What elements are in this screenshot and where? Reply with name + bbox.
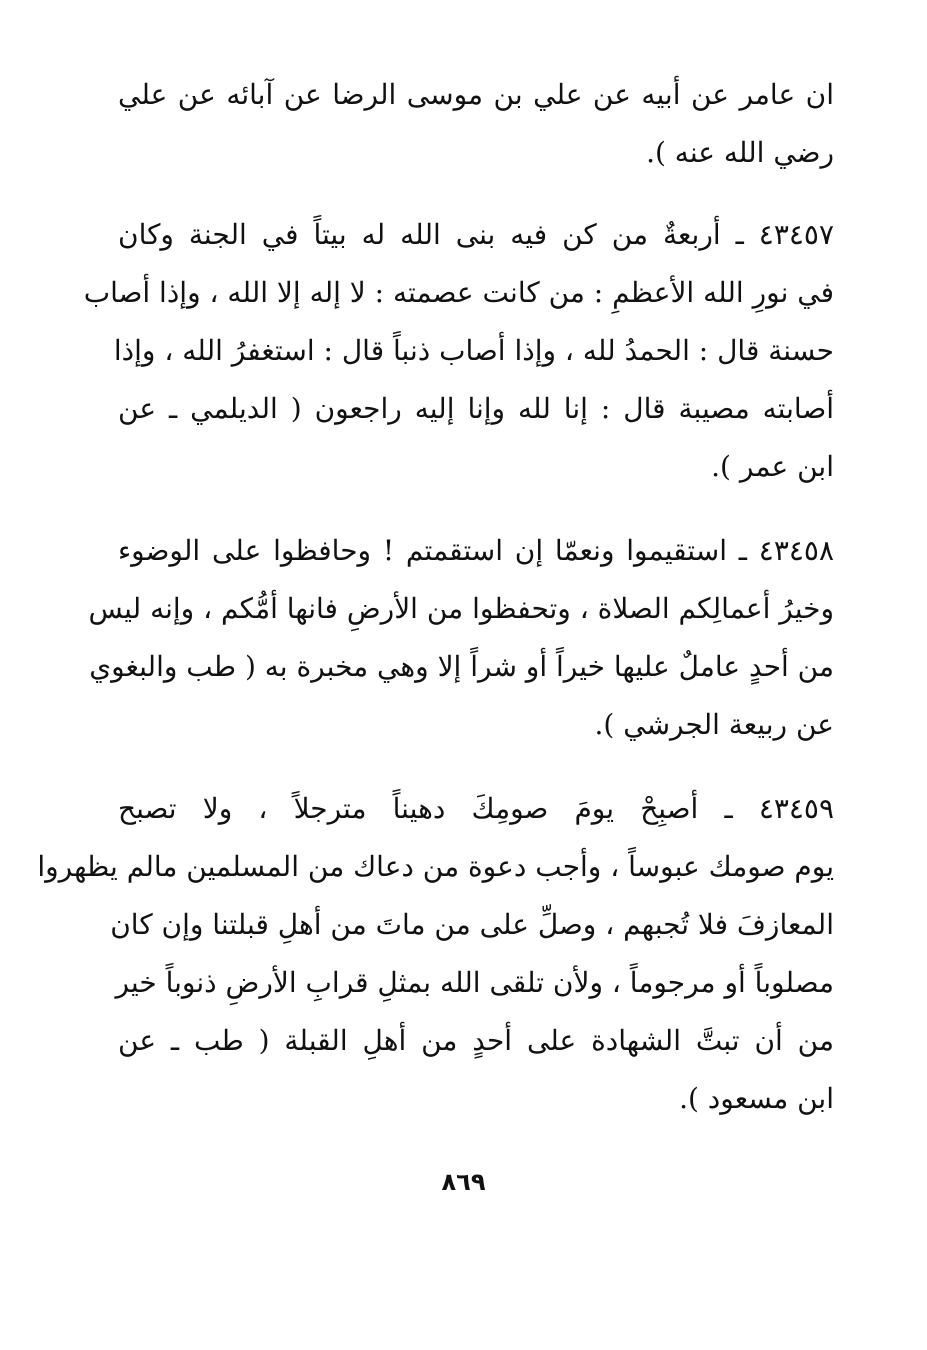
hadith-43459 [37, 780, 835, 1128]
text-line: عن ربيعة الجرشي ). [594, 708, 834, 741]
text-line: ابن عمر ). [711, 450, 834, 483]
page-number: ٨٦٩ [441, 1168, 486, 1196]
text-line: ٤٣٤٥٧ ـ أربعةٌ من كن فيه بنى الله له بيتاً في الجنة وكان [118, 218, 834, 251]
text-line: يوم صومك عبوساً ، وأجب دعوة من دعاك من المسلمين مالم يظهروا [37, 850, 834, 883]
text-line: أصابته مصيبة قال : إنا لله وإنا إليه راجعون ( الديلمي ـ عن [118, 392, 834, 425]
text-line: ٤٣٤٥٨ ـ استقيموا ونعمّا إن استقمتم ! وحافظوا على الوضوء [118, 534, 834, 567]
text-line: وخيرُ أعمالِكم الصلاة ، وتحفظوا من الأرضِ فانها أمُّكم ، وإنه ليس [88, 592, 834, 625]
text-line: ٤٣٤٥٩ ـ أصبِحْ يومَ صومِكَ دهيناً مترجلاً ، ولا تصبح [118, 792, 835, 825]
hadith-43457 [83, 206, 834, 496]
hadith-43458 [88, 522, 834, 754]
text-line: ابن مسعود ). [679, 1082, 834, 1115]
text-line: حسنة قال : الحمدُ لله ، وإذا أصاب ذنباً قال : استغفرُ الله ، وإذا [113, 334, 834, 367]
text-line: ان عامر عن أبيه عن علي بن موسى الرضا عن آبائه عن علي [118, 78, 834, 111]
text-line: المعازفَ فلا تُجبهم ، وصلِّ على من ماتَ من أهلِ قبلتنا وإن كان [110, 908, 834, 941]
paragraph-continuation [118, 66, 834, 182]
text-line: رضي الله عنه ). [646, 136, 834, 169]
text-line: من أن تبتَّ الشهادة على أحدٍ من أهلِ القبلة ( طب ـ عن [118, 1024, 834, 1057]
text-line: في نورِ الله الأعظمِ : من كانت عصمته : لا إله إلا الله ، وإذا أصاب [83, 276, 834, 309]
text-line: مصلوباً أو مرجوماً ، ولأن تلقى الله بمثلِ قرابِ الأرضِ ذنوباً خير [115, 966, 834, 999]
text-line: من أحدٍ عاملٌ عليها خيراً أو شراً إلا وهي مخبرة به ( طب والبغوي [89, 650, 834, 683]
